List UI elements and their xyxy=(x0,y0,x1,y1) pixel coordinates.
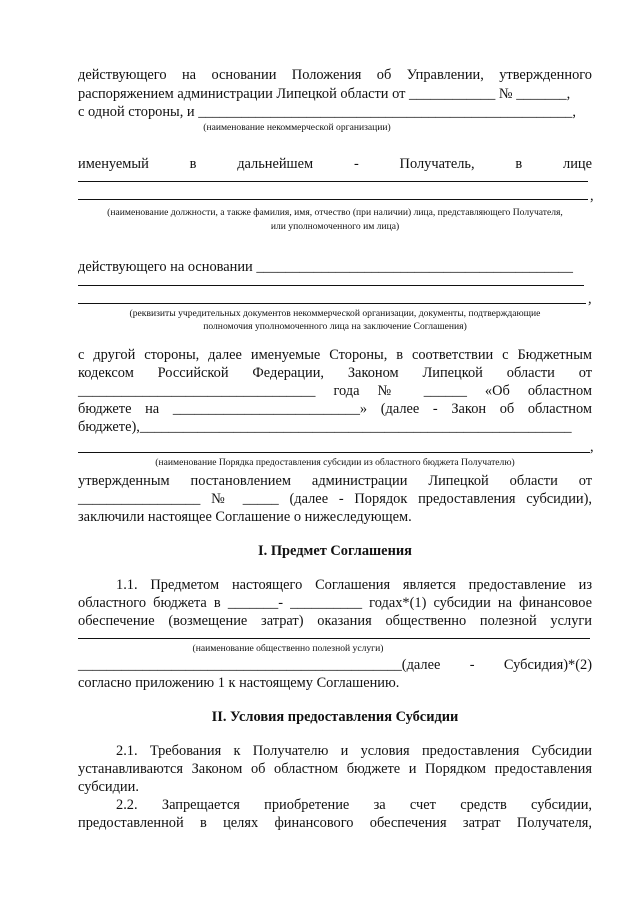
text-line: устанавливаются Законом об областном бюджете и Порядком предоставления xyxy=(78,761,592,777)
text-line: согласно приложению 1 к настоящему Соглашению. xyxy=(78,675,400,691)
text-line: _____________________________________________(далее - Субсидия)*(2) xyxy=(78,657,592,673)
blank-line xyxy=(78,452,590,453)
text-line: с одной стороны, и ____________________________________________________, xyxy=(78,104,576,120)
text-line: 1.1. Предметом настоящего Соглашения является предоставление из xyxy=(116,577,592,593)
text-line: 2.1. Требования к Получателю и условия предоставления Субсидии xyxy=(116,743,592,759)
text-line: заключили настоящее Соглашение о нижеследующем. xyxy=(78,509,412,525)
blank-line xyxy=(78,181,588,182)
blank-line xyxy=(78,303,586,304)
text-line: предоставленной в целях финансового обеспечения затрат Получателя, xyxy=(78,815,592,831)
text-line: действующего на основании Положения об Управлении, утвержденного xyxy=(78,67,592,83)
text-line: _________________ № _____ (далее - Порядок предоставления субсидии), xyxy=(78,491,592,507)
caption: полномочия уполномоченного лица на заключение Соглашения) xyxy=(203,321,467,332)
text-line: обеспечение (возмещение затрат) оказания общественно полезной услуги xyxy=(78,613,592,629)
text-line: 2.2. Запрещается приобретение за счет средств субсидии, xyxy=(116,797,592,813)
text-line: действующего на основании ____________________________________________ xyxy=(78,259,573,275)
blank-line xyxy=(78,199,588,200)
punctuation: , xyxy=(588,291,592,307)
text-line: бюджете на __________________________» (далее - Закон об областном xyxy=(78,401,592,417)
caption: или уполномоченного им лица) xyxy=(270,221,400,232)
text-line: утвержденным постановлением администрации Липецкой области от xyxy=(78,473,592,489)
text-line: кодексом Российской Федерации, Законом Липецкой области от xyxy=(78,365,592,381)
section-heading: I. Предмет Соглашения xyxy=(258,543,412,559)
text-line: областного бюджета в _______- __________ годах*(1) субсидии на финансовое xyxy=(78,595,592,611)
punctuation: , xyxy=(590,439,594,455)
blank-line xyxy=(78,285,584,286)
caption: (реквизиты учредительных документов некоммерческой организации, документы, подтверждающие xyxy=(129,308,541,319)
punctuation: , xyxy=(590,188,594,204)
text-line: бюджете),____________________________________________________________ xyxy=(78,419,572,435)
section-heading: II. Условия предоставления Субсидии xyxy=(211,709,459,725)
caption: (наименование Порядка предоставления субсидии из областного бюджета Получателю) xyxy=(155,457,515,468)
text-line: субсидии. xyxy=(78,779,139,795)
caption: (наименование общественно полезной услуги) xyxy=(192,643,384,654)
text-line: именуемый в дальнейшем - Получатель, в лице xyxy=(78,156,592,172)
caption: (наименование некоммерческой организации) xyxy=(203,122,391,133)
text-line: с другой стороны, далее именуемые Стороны, в соответствии с Бюджетным xyxy=(78,347,592,363)
caption: (наименование должности, а также фамилия, имя, отчество (при наличии) лица, представляющего Получателя, xyxy=(107,207,563,218)
blank-line xyxy=(78,638,590,639)
text-line: _________________________________ года № ______ «Об областном xyxy=(78,383,592,399)
text-line: распоряжением администрации Липецкой области от ____________ № _______, xyxy=(78,86,571,102)
